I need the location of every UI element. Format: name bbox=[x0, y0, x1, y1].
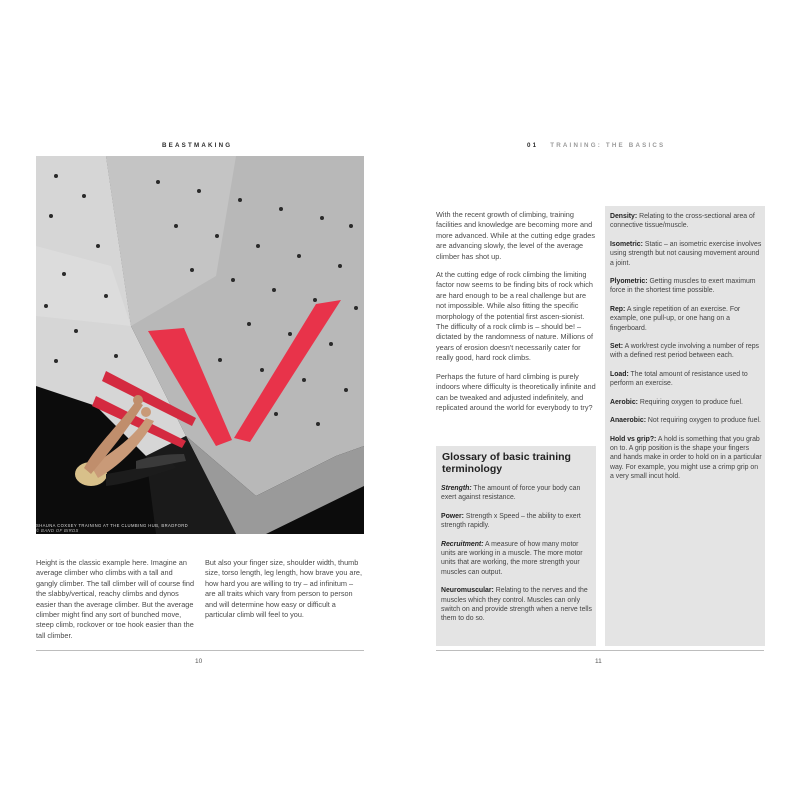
glossary-list-left bbox=[441, 484, 593, 633]
glossary-entry: Power: Strength x Speed – the ability to exert strength rapidly. bbox=[441, 512, 581, 530]
glossary-list-right bbox=[610, 212, 762, 491]
glossary-entry: Aerobic: Requiring oxygen to produce fuel. bbox=[610, 398, 743, 406]
glossary-entry: Recruitment: A measure of how many motor units are working in a muscle. The more motor units that are working, the more strength your muscles can output. bbox=[441, 540, 583, 576]
glossary-entry: Plyometric: Getting muscles to exert maximum force in the shortest time possible. bbox=[610, 278, 756, 295]
paragraph: With the recent growth of climbing, training facilities and knowledge are becoming more and more advanced. While at the cutting edge grades are advancing slowly, the level of the average climber has shot up. bbox=[436, 210, 596, 261]
caption-credit: © BAND OF BIRDS bbox=[36, 528, 79, 533]
glossary-entry: Hold vs grip?: A hold is something that you grab on to. A grip position is the shape your fingers and hands make in order to hold on in a particular way. For example, you might use a crimp grip on a very small incut hold. bbox=[610, 435, 762, 481]
left-body-column-2 bbox=[205, 558, 365, 628]
page-number-left: 10 bbox=[195, 658, 203, 665]
caption-text: SHAUNA COXSEY TRAINING AT THE CLUMBING HUB, BRADFORD bbox=[36, 523, 189, 528]
paragraph: Height is the classic example here. Imagine an average climber who climbs with a tall and gangly climber. The tall climber will of course find the slabby/vertical, reachy climbs and dynos easier than the average climber. But the average climber might find any sort of bunched move, steep climb, rockover or toe hook easier than the tall climber. bbox=[36, 558, 195, 640]
glossary-title: Glossary of basic training terminology bbox=[442, 451, 571, 475]
glossary-entry: Anaerobic: Not requiring oxygen to produce fuel. bbox=[610, 417, 761, 425]
running-head-right bbox=[527, 142, 665, 149]
left-body-column-1 bbox=[36, 558, 196, 649]
page-rule-left bbox=[36, 650, 364, 651]
glossary-entry: Strength: The amount of force your body can exert against resistance. bbox=[441, 485, 581, 502]
glossary-entry: Load: The total amount of resistance used to perform an exercise. bbox=[610, 370, 748, 388]
paragraph: Perhaps the future of hard climbing is purely indoors where difficulty is theoretically infinite and can be tweaked and adjusted indefinitely, and replicated around the world for everybody to try? bbox=[436, 371, 596, 412]
climbing-photo bbox=[36, 156, 364, 534]
climbing-wall-illustration bbox=[36, 156, 364, 534]
page-number-right: 11 bbox=[595, 658, 602, 665]
running-head-left: BEASTMAKING bbox=[162, 142, 233, 149]
glossary-entry: Density: Relating to the cross-sectional area of connective tissue/muscle. bbox=[610, 213, 755, 230]
page-rule-right bbox=[436, 650, 764, 651]
glossary-entry: Isometric: Static – an isometric exercise involves using strength but not causing movement around a joint. bbox=[610, 240, 762, 267]
glossary-entry: Set: A work/rest cycle involving a number of reps with a defined rest period between each. bbox=[610, 343, 759, 360]
paragraph: But also your finger size, shoulder width, thumb size, torso length, leg length, how brave you are, how hard you are willing to try – ad infinitum – are all traits which vary from person to person and will determine how easy or difficult a particular climb will feel to you. bbox=[205, 558, 362, 620]
chapter-title: TRAINING: THE BASICS bbox=[550, 142, 666, 149]
paragraph: At the cutting edge of rock climbing the limiting factor now seems to be finding bits of rock which are hard enough to be a real challenge but are not impossible. While also fitting the specific morphology of the potential first ascen-sionist. The difficulty of a rock climb is – should be! – dictated by the randomness of nature. Millions of years of erosion doesn't necessarily cater for really good, hard rock climbs. bbox=[436, 270, 593, 363]
glossary-entry: Neuromuscular: Relating to the nerves and the muscles which they control. Muscles can only switch on and provide strength when a nerve tells them to do so. bbox=[441, 587, 592, 623]
photo-caption bbox=[36, 523, 216, 533]
glossary-entry: Rep: A single repetition of an exercise. For example, one pull-up, or one hang on a fingerboard. bbox=[610, 305, 741, 332]
right-body-column bbox=[436, 210, 596, 421]
chapter-number: 01 bbox=[527, 142, 539, 149]
